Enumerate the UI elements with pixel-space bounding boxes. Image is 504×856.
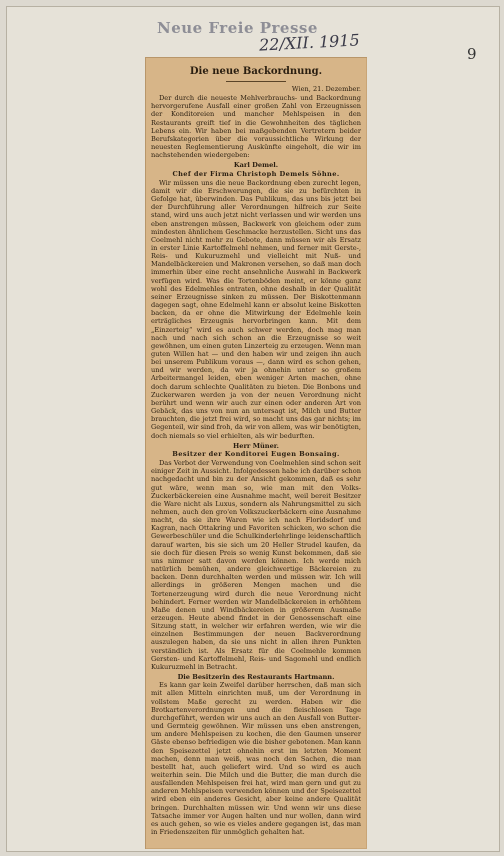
handwritten-date: 22/XII. 1915 — [258, 30, 361, 55]
title-rule — [226, 81, 286, 82]
article-title: Die neue Backordnung. — [189, 66, 323, 77]
section-affiliation: Chef der Firma Christoph Demels Söhne. — [172, 169, 340, 178]
section-affiliation: Besitzer der Konditorei Eugen Bonsaing. — [172, 449, 340, 458]
newspaper-clipping — [145, 57, 367, 849]
masthead: Neue Freie Presse — [157, 19, 318, 37]
article-dateline: Wien, 21. Dezember. — [291, 85, 361, 93]
section-muener — [151, 442, 361, 671]
archive-page — [6, 6, 500, 852]
section-speaker: Die Besitzerin des Restaurants Hartmann. — [177, 673, 335, 682]
section-text: Das Verbot der Verwendung von Coelmehlen sind schon seit einiger Zeit in Aussicht. Infolgedessen habe ich darüber schon nachgedacht und bin zu der Ansicht gekommen, daß es sehr gut wäre, wenn man so, wie man mit den Volks-Zuckerbäckereien eine Ausnahme macht, weil bereit Besitzer die Ware nicht als Luxus, sondern als Nahrungsmittel zu sich nehmen, auch den gro'en Volkszuckerbäckern eine Ausnahme macht, da sie ihre Waren wie ich nach Floridsdorf und Kagran, nach Ottakring und Favoriten schicken, wo schon die Gewerbeschüler und die Schulkinderlehrlinge leidenschaftlich darauf warten, bis sie sich um 20 Heller Strudel kaufen, da sie doch für diesen Preis so wenig Kunst bekommen, daß sie uns nimmer satt davon werden können. Ich werde mich natürlich bemühen, andere gleichwertige Bäckereien zu backen. Denn durchhalten werden und müssen wir. Ich will allerdings in größeren Mengen machen und die Tortenerzeugung wird durch die neue Verordnung nicht behindert. Ferner werden wir Mandelbäckereien in erhöhtem Maße denen und Windbäckereien in größerem Ausmaße erzeugen. Heute abend findet in der Genossenschaft eine Sitzung statt, in welcher wir erfahren werden, wie wir die einzelnen Bestimmungen der neuen Backverordnung auszulegen haben, da sie uns nicht in allen ihren Punkten verständlich ist. Als Ersatz für die Coelmehle kommen Gersten- und Kartoffelmehl, Reis- und Sagomehl und endlich Kukuruzmehl in Betracht. — [151, 459, 361, 671]
section-text: Es kann gar kein Zweifel darüber herrschen, daß man sich mit allen Mitteln einrichten muß, um der Verordnung in vollstem Maße gerecht zu werden. Haben wir die Brotkartenverordnungen und die fleischlosen Tage durchgeführt, werden wir uns auch an den Ausfall von Butter- und Germteig gewöhnen. Wir müssen uns eben anstrengen, um andere Mehlspeisen zu kochen, die den Gaumen unserer Gäste ebenso befriedigen wie die bisher gebotenen. Man kann den Speisezettel jetzt ohnehin erst im letzten Moment machen, denn man weiß, was noch den Sachen, die man bestellt hat, auch geliefert wird. Und so wird es auch weiterhin sein. Die Milch und die Butter, die man durch die ausfallenden Mehlspeisen frei hat, wird man gern und gut zu anderen Mehlspeisen verwenden können und der Speisezettel wird eben ein anderes Gesicht, aber keine andere Qualität bringen. Durchhalten müssen wir. Und wenn wir uns diese Tatsache immer vor Augen halten und nur wollen, dann wird es auch gehen, so wie es vieles andere gegangen ist, das man in Friedenszeiten für unmöglich gehalten hat. — [151, 681, 361, 837]
section-hartmann — [151, 673, 361, 836]
section-speaker: Karl Demel. — [233, 161, 279, 170]
section-speaker: Herr Müner. — [233, 441, 279, 450]
section-text: Wir müssen uns die neue Backordnung eben zurecht legen, damit wir die Erschwerungen, die sie zu befürchten in Gefolge hat, überwinden. Das Publikum, das uns bis jetzt bei der Durchführung aller Verordnungen hilfreich zur Seite stand, wird uns auch jetzt nicht verlassen und wir werden uns eben anstrengen müssen, Backwerk von gleichem oder zum mindesten ähnlichem Geschmacke herzustellen. Sicht uns das Coelmehl nicht mehr zu Gebote, dann müssen wir als Ersatz in erster Linie Kartoffelmehl nehmen, und ferner mit Gerste-, Reis- und Kukuruzmehl und vielleicht mit Nuß- und Mandelbäckereien und Makronen versehen, so daß man doch immerhin über eine recht ansehnliche Auswahl in Backwerk verfügen wird. Was die Tortenböden meint, er könne ganz wohl des Edelmehles entraten, ohne deshalb in der Qualität seiner Erzeugnisse sinken zu müssen. Der Biskottenmann dagegen sagt, ohne Edelmehl kann er absolut keine Biskotten backen, da er ohne die Mitwirkung der Edelmehle kein erträgliches Erzeugnis hervorbringen kann. Mit dem „Einzerteig“ wird es auch schwer werden, doch mag man nach und nach sich schon an die Erzeugnisse so weit gewöhnen, um einen guten Linzerteig zu erzeugen. Wenn man guten Willen hat — und den haben wir und zeigen ihn auch bei unserem Publikum voraus —, dann wird es schon gehen, und wir werden, da wir ja ohnehin unter so großem Arbeitermangel leiden, eben weniger Arten machen, ohne doch darum schlechte Qualitäten zu bieten. Die Bonbons und Zuckerwaren werden ja von der neuen Verordnung nicht berührt und wenn wir auch zur einen oder anderen Art von Gebäck, das uns von nun an untersagt ist, Milch und Butter brauchten, die jetzt frei wird, so macht uns das gar nichts; im Gegenteil, wir sind froh, da wir von allem, was wir benötigten, doch niemals so viel erhielten, als wir bedurften. — [151, 178, 361, 440]
page-number: 9 — [467, 45, 477, 63]
article-intro: Der durch die neueste Mehlverbrauchs- und Backordnung hervorgerufene Ausfall einer großen Zahl von Erzeugnissen der Konditoreien und mancher Mehlspeisen in den Restaurants greift tief in die Gewohnheiten des täglichen Lebens ein. Wir haben bei maßgebenden Vertretern beider Berufskategorien über die voraussichtliche Wirkung der neuesten Reglementierung Auskünfte eingeholt, die wir im nachstehenden wiedergeben: — [151, 94, 361, 160]
section-demel — [151, 161, 361, 439]
